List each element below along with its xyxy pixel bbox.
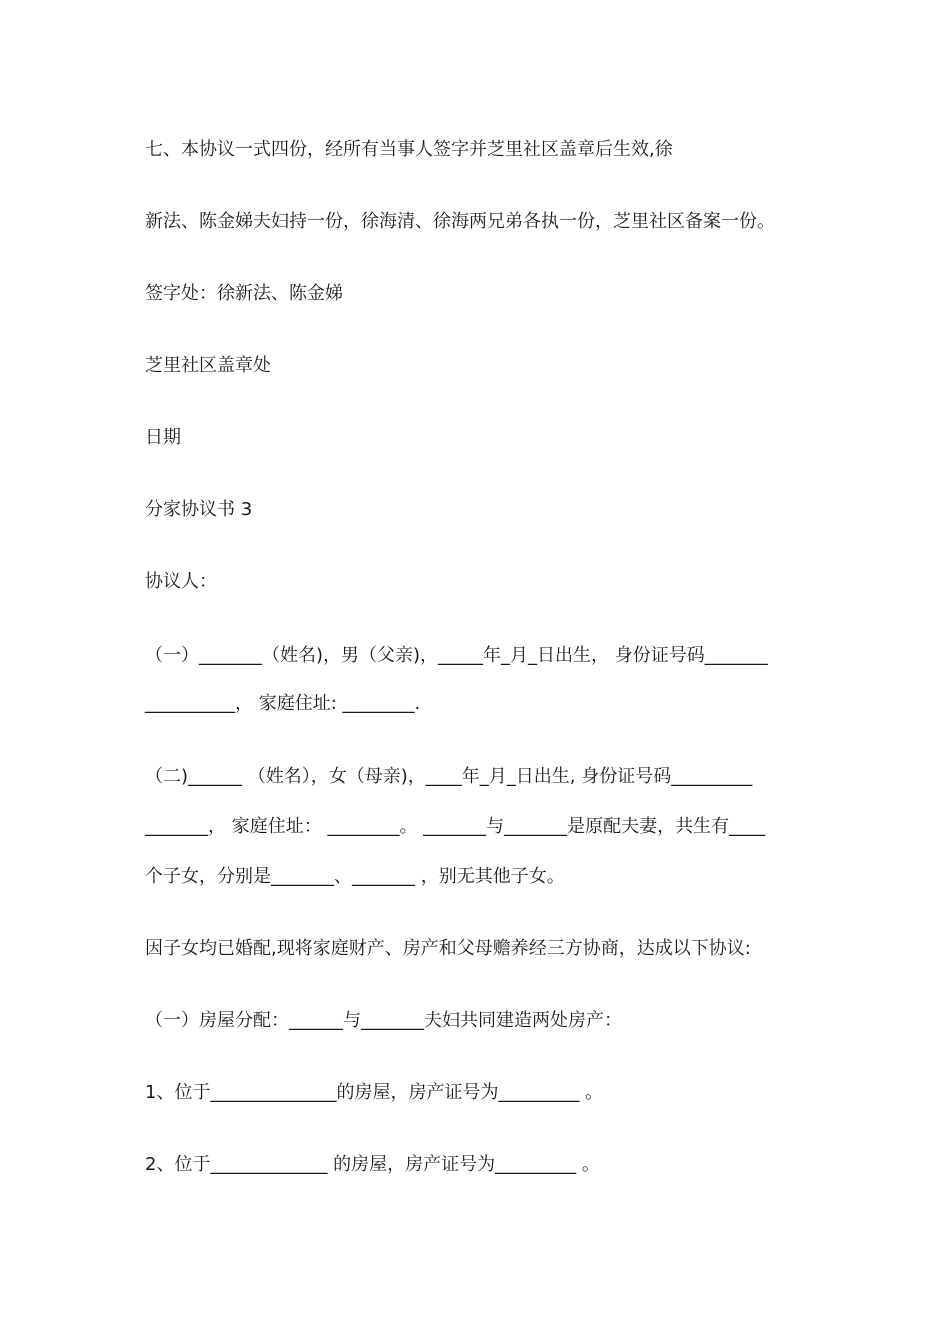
parties-heading: 协议人：	[145, 571, 217, 592]
party-two-line-1: （二)______ （姓名），女（母亲)，____年_月_日出生, 身份证号码_________	[145, 766, 753, 787]
party-one-line-1: （一）_______（姓名)，男（父亲)，_____年_月_日出生， 身份证号码_______	[145, 645, 768, 666]
agreement-title: 分家协议书 3	[145, 499, 253, 520]
signature-line: 签字处：徐新法、陈金娣	[145, 283, 343, 304]
house-item-1: 1、位于______________的房屋，房产证号为_________ 。	[145, 1082, 604, 1103]
party-two-line-3: 个子女，分别是_______、_______ ，别无其他子女。	[145, 866, 565, 887]
community-seal-line: 芝里社区盖章处	[145, 355, 271, 376]
clause-seven-line-1: 七、本协议一式四份，经所有当事人签字并芝里社区盖章后生效,徐	[145, 139, 673, 160]
house-allocation-heading: （一）房屋分配：______与_______夫妇共同建造两处房产：	[145, 1010, 622, 1031]
party-one-line-2: __________， 家庭住址: ________.	[145, 693, 421, 714]
house-item-2: 2、位于_____________ 的房屋，房产证号为_________ 。	[145, 1154, 600, 1175]
clause-seven-line-2: 新法、陈金娣夫妇持一份，徐海清、徐海两兄弟各执一份，芝里社区备案一份。	[145, 211, 775, 232]
date-line: 日期	[145, 427, 181, 448]
agreement-preamble: 因子女均已婚配,现将家庭财产、房产和父母赡养经三方协商，达成以下协议:	[145, 938, 751, 959]
party-two-line-2: _______， 家庭住址： ________。 _______与_______是原配夫妻，共生有____	[145, 816, 766, 837]
